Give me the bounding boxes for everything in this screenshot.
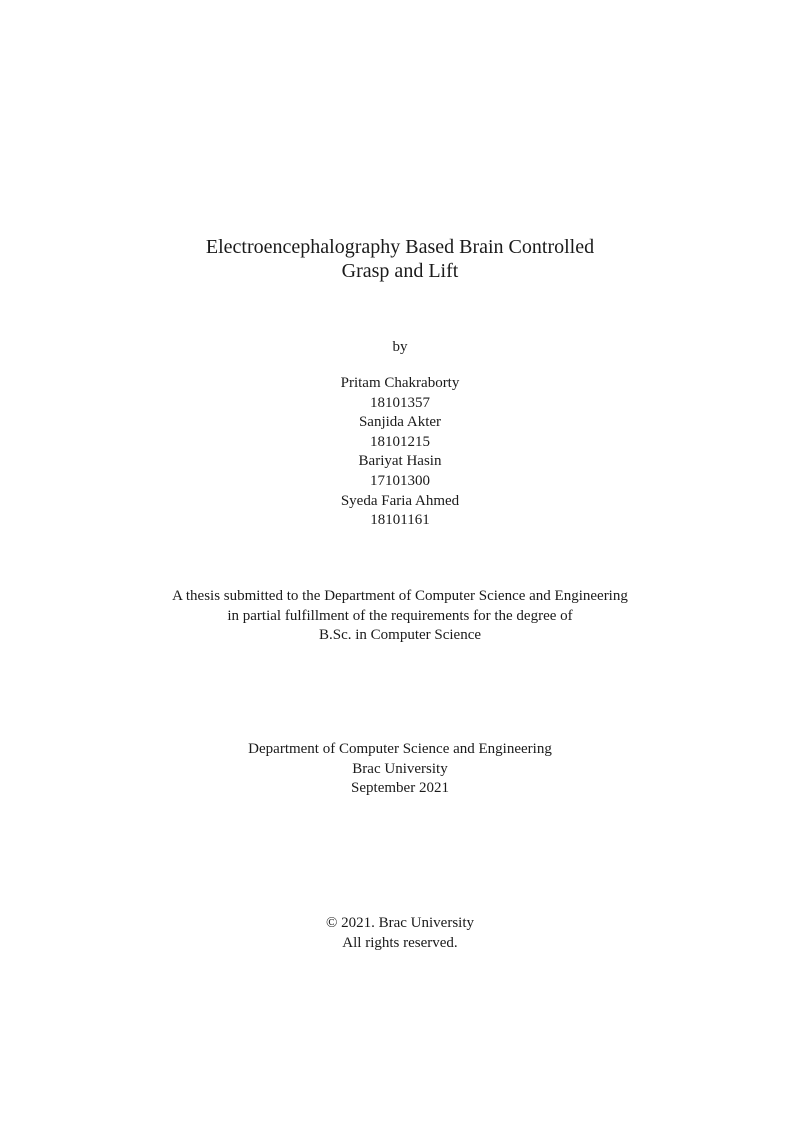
statement-line-3: B.Sc. in Computer Science [318, 627, 482, 644]
author-name: Syeda Faria Ahmed [340, 492, 460, 509]
author-id: 17101300 [370, 472, 430, 489]
department-name: Department of Computer Science and Engineering [248, 741, 552, 757]
thesis-title [0, 235, 800, 283]
copyright-notice [0, 914, 800, 953]
copyright-line-1: © 2021. Brac University [325, 915, 475, 931]
submission-date: September 2021 [351, 780, 449, 797]
author-id: 18101215 [370, 433, 430, 450]
statement-line-1: A thesis submitted to the Department of Computer Science and Engineering [172, 588, 628, 604]
author-name: Pritam Chakraborty [340, 375, 460, 391]
by-label: by [392, 339, 408, 355]
submission-statement [0, 587, 800, 646]
author-name: Bariyat Hasin [358, 453, 442, 470]
author-id: 18101357 [370, 394, 430, 411]
university-name: Brac University [352, 760, 448, 777]
author-list [0, 374, 800, 531]
author-id: 18101161 [370, 512, 430, 529]
thesis-title-line-1: Electroencephalography Based Brain Controlled [205, 236, 595, 258]
institution-block [0, 740, 800, 799]
statement-line-2: in partial fulfillment of the requirements for the degree of [227, 607, 573, 624]
author-name: Sanjida Akter [358, 414, 442, 431]
thesis-title-line-2: Grasp and Lift [341, 260, 459, 282]
copyright-line-2: All rights reserved. [342, 934, 458, 951]
